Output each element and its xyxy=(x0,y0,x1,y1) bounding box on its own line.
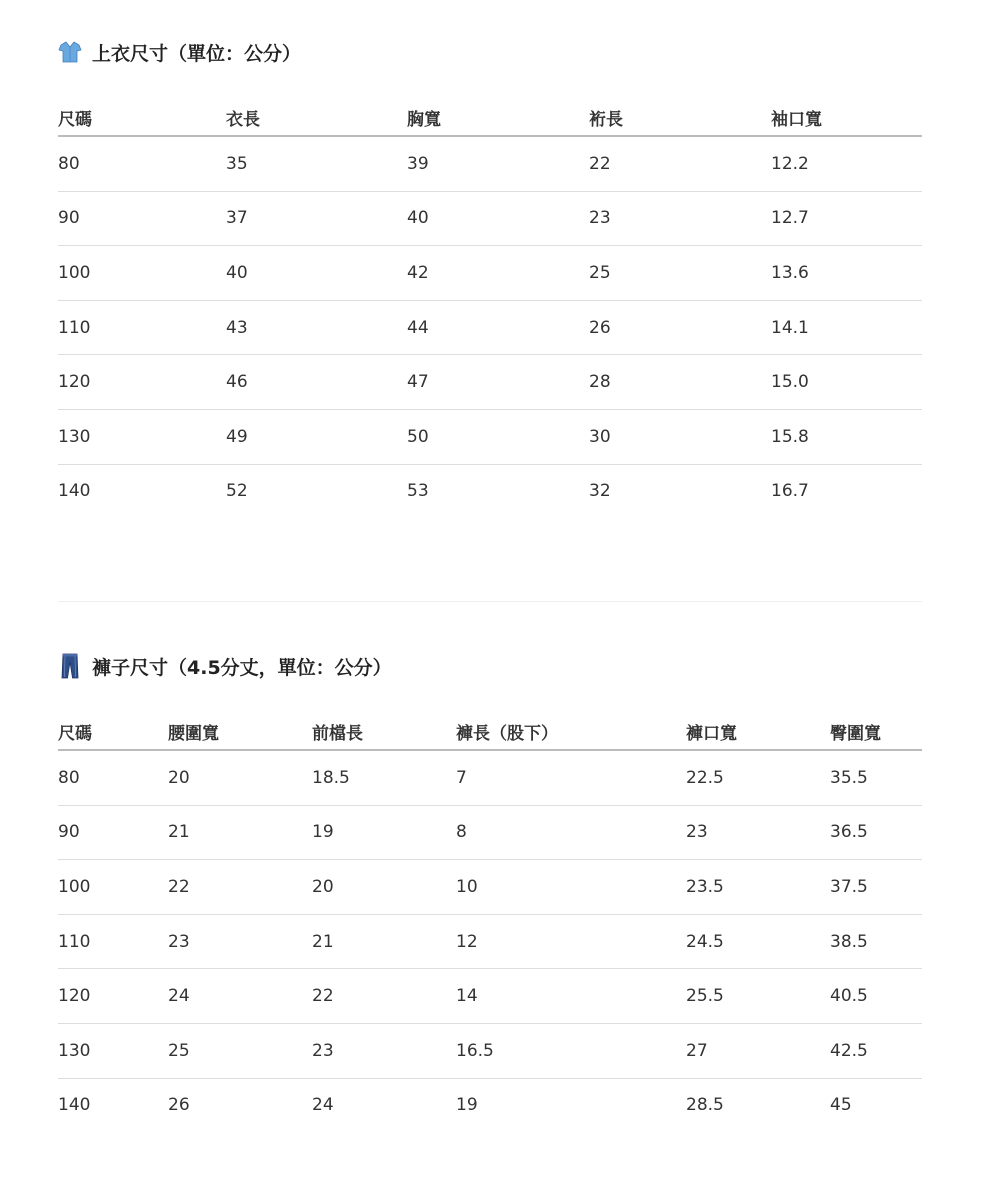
table-cell: 120 xyxy=(58,355,226,410)
table-cell: 30 xyxy=(589,409,771,464)
table-cell: 130 xyxy=(58,409,226,464)
table-cell: 140 xyxy=(58,1095,91,1116)
pants-size-table xyxy=(58,714,922,1132)
table-cell: 22 xyxy=(168,860,312,915)
table-cell: 23.5 xyxy=(686,860,830,915)
column-header: 褲口寬 xyxy=(686,714,830,750)
table-cell: 110 xyxy=(58,914,168,969)
table-cell: 19 xyxy=(456,1095,478,1116)
column-header: 裄長 xyxy=(589,100,771,136)
table-cell: 23 xyxy=(312,1023,456,1078)
table-cell: 23 xyxy=(589,191,771,246)
column-header: 衣長 xyxy=(226,100,407,136)
table-header-row xyxy=(58,100,922,136)
table-cell: 38.5 xyxy=(830,914,922,969)
table-cell: 49 xyxy=(226,409,407,464)
table-cell: 7 xyxy=(456,750,686,805)
table-row xyxy=(58,860,922,915)
table-cell: 24.5 xyxy=(686,914,830,969)
top-size-table xyxy=(58,100,922,518)
table-cell: 16.5 xyxy=(456,1023,686,1078)
table-cell: 20 xyxy=(168,750,312,805)
table-cell: 25.5 xyxy=(686,969,830,1024)
table-cell: 46 xyxy=(226,355,407,410)
top-size-section xyxy=(58,30,922,518)
table-row xyxy=(58,355,922,410)
table-cell: 40 xyxy=(407,191,589,246)
table-cell: 39 xyxy=(407,136,589,191)
shirt-icon xyxy=(58,39,82,65)
column-header: 褲長（股下） xyxy=(456,714,686,750)
table-cell: 80 xyxy=(58,750,168,805)
table-cell: 120 xyxy=(58,969,168,1024)
table-row xyxy=(58,805,922,860)
pants-size-title xyxy=(58,644,922,688)
table-cell: 40.5 xyxy=(830,969,922,1024)
table-cell: 15.0 xyxy=(771,355,922,410)
top-size-title xyxy=(58,30,922,74)
column-header: 尺碼 xyxy=(58,100,226,136)
table-cell: 22 xyxy=(312,969,456,1024)
table-cell: 24 xyxy=(312,1095,334,1116)
table-cell: 28 xyxy=(589,355,771,410)
table-row xyxy=(58,409,922,464)
section-divider xyxy=(58,601,922,602)
table-cell: 32 xyxy=(589,481,611,502)
table-cell: 53 xyxy=(407,481,429,502)
table-row xyxy=(58,750,922,805)
table-row xyxy=(58,914,922,969)
table-cell: 14.1 xyxy=(771,300,922,355)
table-cell: 42.5 xyxy=(830,1023,922,1078)
table-cell: 12.7 xyxy=(771,191,922,246)
table-cell: 14 xyxy=(456,969,686,1024)
table-cell: 26 xyxy=(168,1095,190,1116)
table-cell: 40 xyxy=(226,246,407,301)
table-cell: 25 xyxy=(589,246,771,301)
table-cell: 8 xyxy=(456,805,686,860)
table-cell: 22.5 xyxy=(686,750,830,805)
table-row xyxy=(58,136,922,191)
table-row xyxy=(58,191,922,246)
table-cell: 12.2 xyxy=(771,136,922,191)
column-header: 腰圍寬 xyxy=(168,714,312,750)
table-cell: 24 xyxy=(168,969,312,1024)
table-cell: 23 xyxy=(686,805,830,860)
pants-size-section xyxy=(58,644,922,1132)
table-cell: 35 xyxy=(226,136,407,191)
table-row xyxy=(58,1078,922,1132)
column-header: 臀圍寬 xyxy=(830,714,922,750)
table-cell: 36.5 xyxy=(830,805,922,860)
table-cell: 100 xyxy=(58,246,226,301)
table-header-row xyxy=(58,714,922,750)
table-cell: 28.5 xyxy=(686,1095,724,1116)
table-cell: 44 xyxy=(407,300,589,355)
table-cell: 12 xyxy=(456,914,686,969)
pants-size-title-text: 褲子尺寸（4.5分丈，單位：公分） xyxy=(92,656,392,679)
table-cell: 18.5 xyxy=(312,750,456,805)
table-cell: 140 xyxy=(58,481,91,502)
column-header: 尺碼 xyxy=(58,714,168,750)
jeans-icon xyxy=(58,653,82,679)
table-cell: 21 xyxy=(168,805,312,860)
table-cell: 23 xyxy=(168,914,312,969)
table-cell: 45 xyxy=(830,1095,852,1116)
table-cell: 16.7 xyxy=(771,481,809,502)
column-header: 袖口寬 xyxy=(771,100,922,136)
table-cell: 90 xyxy=(58,191,226,246)
table-row xyxy=(58,464,922,518)
table-cell: 130 xyxy=(58,1023,168,1078)
table-cell: 20 xyxy=(312,860,456,915)
table-cell: 42 xyxy=(407,246,589,301)
table-cell: 50 xyxy=(407,409,589,464)
table-cell: 37.5 xyxy=(830,860,922,915)
table-cell: 21 xyxy=(312,914,456,969)
table-cell: 37 xyxy=(226,191,407,246)
table-cell: 10 xyxy=(456,860,686,915)
table-cell: 13.6 xyxy=(771,246,922,301)
top-size-title-text: 上衣尺寸（單位：公分） xyxy=(92,42,302,65)
table-cell: 110 xyxy=(58,300,226,355)
table-cell: 26 xyxy=(589,300,771,355)
table-cell: 43 xyxy=(226,300,407,355)
table-cell: 35.5 xyxy=(830,750,922,805)
table-cell: 25 xyxy=(168,1023,312,1078)
table-cell: 47 xyxy=(407,355,589,410)
column-header: 胸寬 xyxy=(407,100,589,136)
table-row xyxy=(58,969,922,1024)
table-cell: 22 xyxy=(589,136,771,191)
column-header: 前檔長 xyxy=(312,714,456,750)
table-cell: 52 xyxy=(226,481,248,502)
table-cell: 100 xyxy=(58,860,168,915)
table-row xyxy=(58,300,922,355)
table-cell: 90 xyxy=(58,805,168,860)
table-row xyxy=(58,1023,922,1078)
table-cell: 80 xyxy=(58,136,226,191)
table-cell: 27 xyxy=(686,1023,830,1078)
table-cell: 15.8 xyxy=(771,409,922,464)
table-cell: 19 xyxy=(312,805,456,860)
table-row xyxy=(58,246,922,301)
